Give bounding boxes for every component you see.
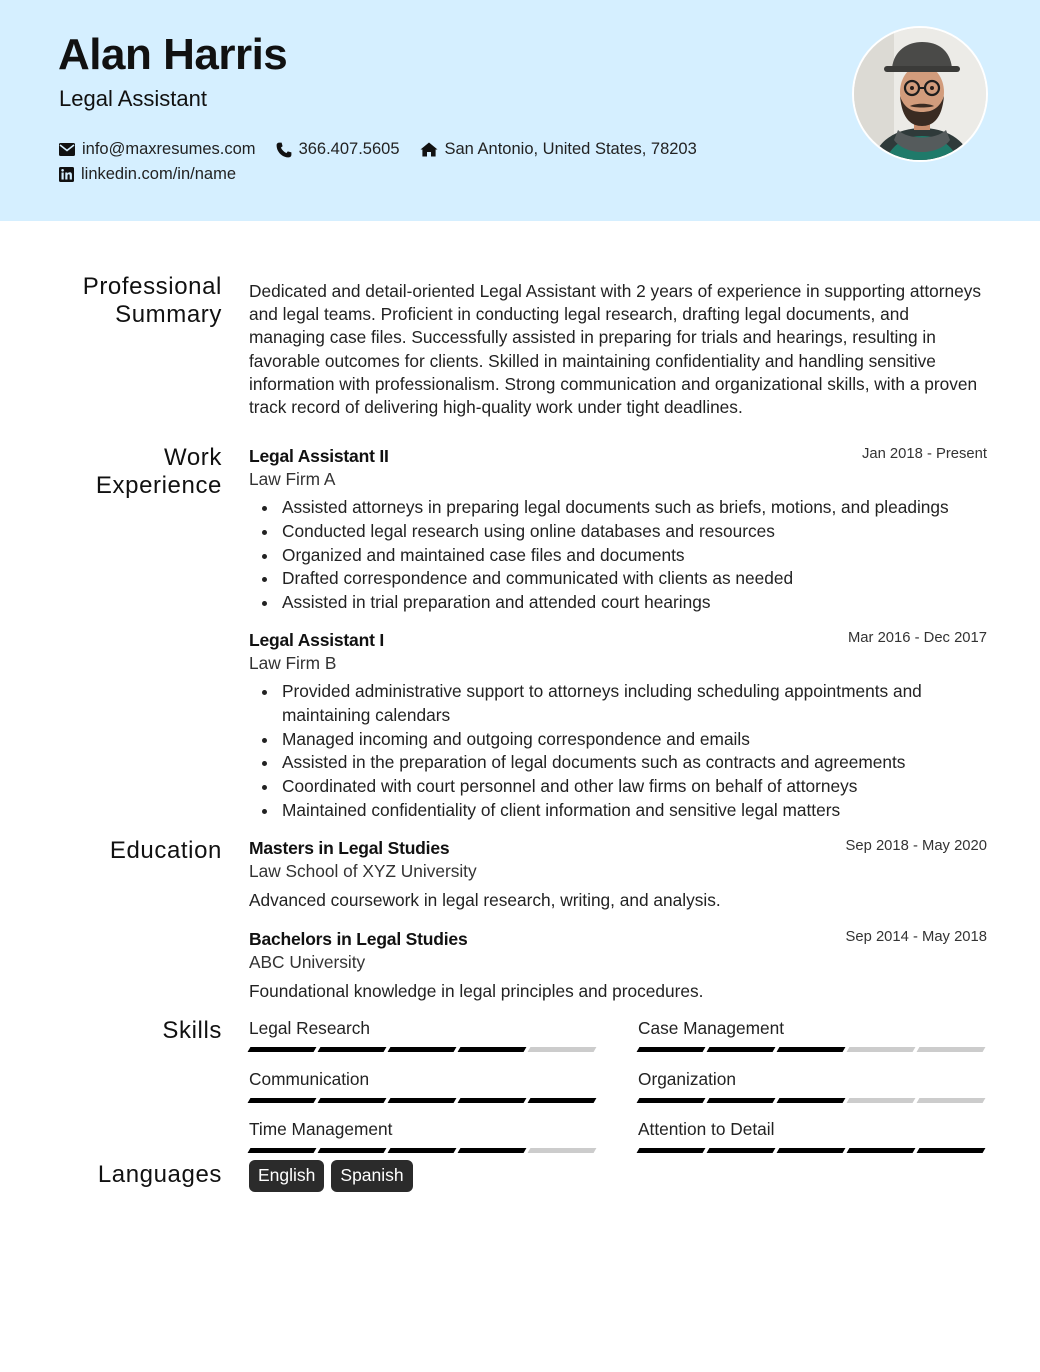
- contact-location: [420, 140, 697, 159]
- skill-segment-filled: [707, 1098, 776, 1103]
- degree-title: Masters in Legal Studies: [249, 838, 450, 858]
- skill-segment-filled: [388, 1047, 457, 1052]
- skill-segment-empty: [528, 1148, 597, 1153]
- linkedin-text: linkedin.com/in/name: [81, 165, 236, 183]
- home-icon: [420, 142, 438, 157]
- education-description: Foundational knowledge in legal principles and procedures.: [249, 981, 704, 1001]
- skill-segment-empty: [528, 1047, 597, 1052]
- skill-segment-filled: [248, 1047, 317, 1052]
- job-bullet: Coordinated with court personnel and other law firms on behalf of attorneys: [249, 775, 959, 799]
- education-dates: Sep 2018 - May 2020: [845, 838, 987, 854]
- skill-segment-filled: [248, 1098, 317, 1103]
- section-title-experience: [40, 444, 222, 500]
- job-dates: Jan 2018 - Present: [861, 446, 987, 462]
- skill-level-bar: [249, 1098, 597, 1103]
- skill-segment-empty: [847, 1098, 916, 1103]
- skill-segment-empty: [847, 1047, 916, 1052]
- skill-segment-filled: [318, 1148, 387, 1153]
- job-bullet: Assisted in trial preparation and attended court hearings: [249, 591, 987, 615]
- phone-text: 366.407.5605: [298, 140, 400, 158]
- skill-segment-filled: [917, 1148, 986, 1153]
- skill-segment-filled: [458, 1148, 527, 1153]
- skill-segment-filled: [528, 1098, 597, 1103]
- job-bullet: Provided administrative support to attorneys including scheduling appointments and maintaining calendars: [249, 680, 959, 728]
- summary-text: Dedicated and detail-oriented Legal Assistant with 2 years of experience in supporting attorneys and legal teams. Proficient in conducting legal research, drafting legal documents, and managing case files. Successfully assisted in preparing for trials and hearings, resulting in favorable outcomes for clients. Skilled in maintaining confidentiality and handling sensitive information with professionalism. Strong communication and organizational skills, with a proven track record of delivering high-quality work under tight deadlines.: [249, 281, 982, 418]
- skill-segment-filled: [637, 1047, 706, 1052]
- section-title-summary: [40, 273, 222, 329]
- skill-name: Legal Research: [249, 1018, 371, 1038]
- job-dates: Mar 2016 - Dec 2017: [847, 630, 987, 646]
- section-title-languages: Languages: [97, 1161, 222, 1188]
- skill-level-bar: [638, 1047, 986, 1052]
- contact-linkedin[interactable]: [59, 165, 236, 184]
- section-title-skills: Skills: [162, 1017, 222, 1044]
- skill-item: [638, 1069, 986, 1103]
- education-entry: [249, 838, 987, 911]
- skill-item: [249, 1119, 597, 1153]
- skill-level-bar: [638, 1098, 986, 1103]
- skill-segment-filled: [777, 1148, 846, 1153]
- header-banner: [0, 0, 1040, 221]
- skill-segment-filled: [458, 1047, 527, 1052]
- location-text: San Antonio, United States, 78203: [444, 140, 697, 158]
- job-company: Law Firm A: [249, 469, 336, 489]
- skill-segment-filled: [248, 1148, 317, 1153]
- skill-segment-empty: [917, 1098, 986, 1103]
- skill-name: Case Management: [638, 1018, 785, 1038]
- school-name: ABC University: [249, 952, 366, 972]
- candidate-role: Legal Assistant: [59, 86, 207, 111]
- skill-segment-filled: [458, 1098, 527, 1103]
- skill-segment-empty: [917, 1047, 986, 1052]
- skill-segment-filled: [318, 1098, 387, 1103]
- experience-title-line1: Work: [164, 444, 222, 471]
- skill-segment-filled: [637, 1148, 706, 1153]
- skill-segment-filled: [847, 1148, 916, 1153]
- email-text: info@maxresumes.com: [82, 140, 256, 158]
- contact-row-2: [59, 165, 256, 184]
- phone-icon: [276, 142, 292, 158]
- skill-name: Attention to Detail: [638, 1119, 775, 1139]
- job-bullet: Organized and maintained case files and documents: [249, 544, 987, 568]
- languages-list: [249, 1160, 420, 1192]
- job-bullet: Assisted attorneys in preparing legal documents such as briefs, motions, and pleadings: [249, 496, 987, 520]
- job-bullets: [249, 496, 987, 615]
- skill-segment-filled: [707, 1148, 776, 1153]
- section-title-education: Education: [109, 837, 222, 864]
- job-title: Legal Assistant I: [249, 630, 385, 650]
- language-chip: Spanish: [331, 1160, 412, 1192]
- job-bullet: Maintained confidentiality of client information and sensitive legal matters: [249, 799, 959, 823]
- education-description: Advanced coursework in legal research, writing, and analysis.: [249, 890, 721, 910]
- skill-level-bar: [249, 1148, 597, 1153]
- linkedin-icon: [59, 167, 74, 182]
- job-bullet: Managed incoming and outgoing correspondence and emails: [249, 728, 959, 752]
- job-title: Legal Assistant II: [249, 446, 389, 466]
- skill-segment-filled: [637, 1098, 706, 1103]
- candidate-name: Alan Harris: [58, 30, 288, 79]
- job-bullets: [249, 680, 959, 823]
- experience-title-line2: Experience: [95, 472, 222, 499]
- skill-item: [638, 1119, 986, 1153]
- job-entry: [249, 446, 987, 615]
- job-entry: [249, 630, 987, 823]
- skill-item: [638, 1018, 986, 1052]
- profile-photo: [852, 26, 988, 162]
- contact-row: [59, 140, 717, 159]
- contact-email[interactable]: [59, 140, 256, 159]
- degree-title: Bachelors in Legal Studies: [249, 929, 468, 949]
- skill-segment-filled: [707, 1047, 776, 1052]
- skill-level-bar: [638, 1148, 986, 1153]
- avatar-portrait-icon: [854, 28, 988, 162]
- skill-segment-filled: [388, 1098, 457, 1103]
- summary-title-line2: Summary: [115, 301, 222, 328]
- language-chip: English: [249, 1160, 324, 1192]
- summary-title-line1: Professional: [82, 273, 222, 300]
- school-name: Law School of XYZ University: [249, 861, 477, 881]
- contact-phone[interactable]: [276, 140, 400, 159]
- education-dates: Sep 2014 - May 2018: [845, 929, 987, 945]
- skill-name: Organization: [638, 1069, 736, 1089]
- skill-name: Communication: [249, 1069, 370, 1089]
- education-entry: [249, 929, 987, 1002]
- skill-segment-filled: [777, 1098, 846, 1103]
- skill-segment-filled: [388, 1148, 457, 1153]
- skill-item: [249, 1069, 597, 1103]
- skill-level-bar: [249, 1047, 597, 1052]
- job-bullet: Drafted correspondence and communicated with clients as needed: [249, 567, 987, 591]
- job-company: Law Firm B: [249, 653, 337, 673]
- job-bullet: Assisted in the preparation of legal documents such as contracts and agreements: [249, 751, 959, 775]
- skill-name: Time Management: [249, 1119, 393, 1139]
- skill-segment-filled: [318, 1047, 387, 1052]
- job-bullet: Conducted legal research using online databases and resources: [249, 520, 987, 544]
- skill-segment-filled: [777, 1047, 846, 1052]
- skill-item: [249, 1018, 597, 1052]
- envelope-icon: [59, 143, 75, 156]
